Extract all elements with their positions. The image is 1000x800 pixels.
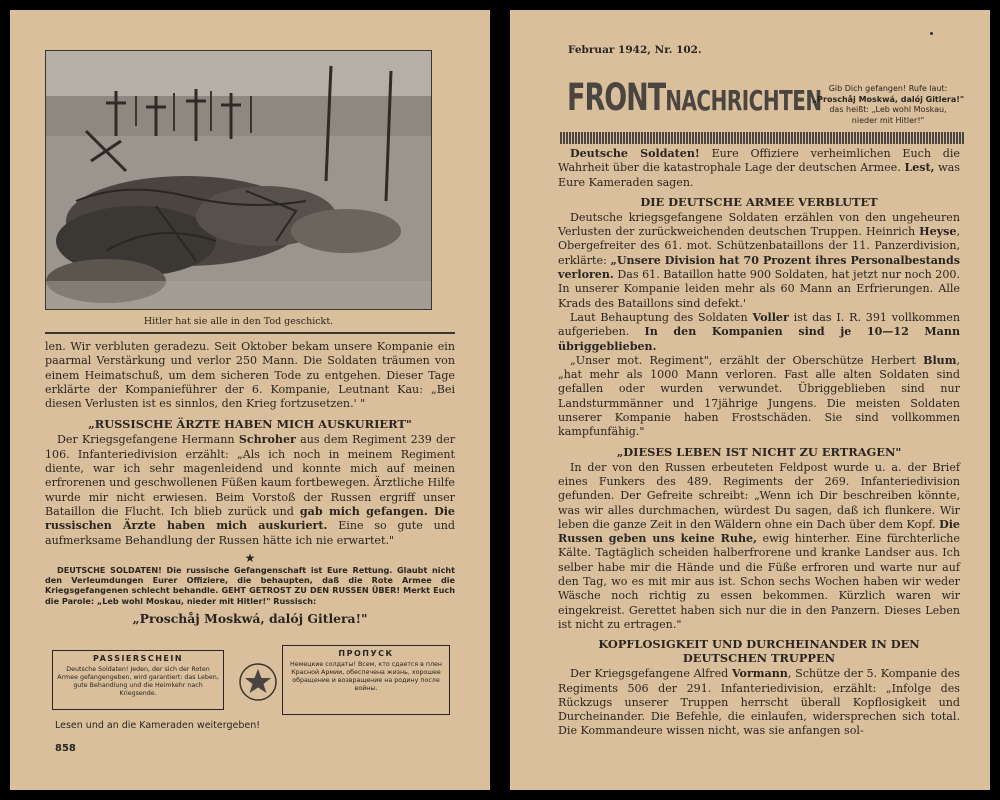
paragraph-schroher: Der Kriegsgefangene Hermann Schroher aus dem Regiment 239 der 106. Infanteriedivision erzählt: „Als ich noch in meinem Regiment diente, war ich sehr magenleidend und konnte mich auf meinen erfrorenen und geschwollenen Füßen kaum fortbewegen. Ärztliche Hilfe wurde mir nicht erwiesen. Beim Vorstoß der Russen ergriff unser Bataillon die Flucht. Ich blieb zurück und gab mich gefangen. Die russischen Ärzte haben mich auskuriert. Eine so gute und aufmerksame Behandlung der Russen hätte ich nie erwartet."	[45, 433, 456, 547]
footer-instruction: Lesen und an die Kameraden weitergeben!	[55, 720, 261, 731]
propusk-title: ПРОПУСК	[338, 649, 394, 658]
photo-caption: Hitler hat sie alle in den Tod geschickt.	[143, 316, 334, 327]
ink-dot	[930, 32, 933, 35]
passierschein-box	[52, 650, 224, 710]
heading-army-bleeds: DIE DEUTSCHE ARMEE VERBLUTET	[640, 194, 878, 209]
masthead-stripe	[560, 132, 965, 144]
heading-russian-doctors: „RUSSISCHE ÄRZTE HABEN MICH AUSKURIERT"	[88, 417, 412, 432]
heading-unbearable-life: „DIESES LEBEN IST NICHT ZU ERTRAGEN"	[616, 444, 902, 459]
divider	[45, 332, 455, 334]
masthead-motto: Gib Dich gefangen! Rufe laut: „Proschåj Moskwá, dalój Gitlera!" das heißt: „Leb wohl Moskau, nieder mit Hitler!"	[811, 84, 965, 125]
passierschein-title: PASSIERSCHEIN	[92, 654, 184, 663]
grave-crosses-image	[46, 51, 432, 310]
paragraph-feldpost: In der von den Russen erbeuteten Feldpost wurde u. a. der Brief eines Funkers des 489. Regiments der 269. Infanteriedivision gefunden. Der Gefreite schreibt: „Wenn ich Dir beschreiben könnte, was wir alles durchmachen, würdest Du sagen, daß ich flunkere. Wir leben die ganze Zeit in den Wäldern ohne ein Dach über dem Kopf. Die Russen geben uns keine Ruhe, ewig hinterher. Eine fürchterliche Kälte. Tagtäglich scheiden halberfrorene und kranke Landser aus. Ich selber habe mir die Hände und die Füße erfroren und warte nur auf den Tag, wo es mit mir aus ist. Schon sechs Wochen haben wir weder Wäsche noch richtig zu essen bekommen. Kürzlich waren wir eingekreist. Gerettet haben sich nur die in den Panzern. Dieses Leben ist nicht zu ertragen."	[558, 460, 961, 631]
right-page	[510, 10, 990, 790]
issue-dateline: Februar 1942, Nr. 102.	[568, 44, 702, 56]
masthead-nachrichten: NACHRICHTEN	[665, 83, 822, 117]
left-article	[45, 340, 455, 626]
soviet-emblem-icon	[238, 662, 278, 702]
masthead-front: FRONT	[567, 76, 666, 120]
masthead	[567, 70, 822, 128]
star-icon: ★	[244, 550, 256, 565]
paragraph-blum: „Unser mot. Regiment", erzählt der Oberschütze Herbert Blum, „hat mehr als 1000 Mann verloren. Fast alle alten Soldaten sind gefallen oder wurden verwundet. Übriggeblieben sind nur Landsturmmänner und 17jährige Jungens. Die meisten Soldaten unserer Kompanie haben Frostschäden. Sie sind vollkommen kampfunfähig."	[558, 353, 960, 439]
war-photo	[45, 50, 432, 310]
motto-russian: „Proschåj Moskwá, dalój Gitlera!"	[132, 611, 368, 627]
propusk-text: Немецкие солдаты! Всем, кто сдается в плен Красной Армии, обеспечена жизнь, хорошее обращение и возвращение на родину после войны.	[289, 661, 443, 692]
passierschein-text: Deutsche Soldaten! Jeden, der sich der Roten Armee gefangengeben, wird garantiert: das Leben, gute Behandlung und die Heimkehr nach Kriegsende.	[57, 666, 219, 697]
page-number: 858	[55, 743, 76, 754]
right-article	[558, 147, 960, 739]
paragraph-continued: len. Wir verbluten geradezu. Seit Oktober bekam unsere Kompanie ein paarmal Verstärkung und verlor 250 Mann. Die Soldaten träumen von einem Heimatschuß, um dem sicheren Tode zu entgehen. Dieser Tage erklärte der Kompanieführer der 6. Kompanie, Leutnant Kau: „Bei diesen Verlusten ist es sinnlos, den Krieg fortzusetzen.' "	[45, 340, 455, 411]
left-page	[10, 10, 490, 790]
propusk-box	[282, 645, 450, 715]
intro-paragraph: Deutsche Soldaten! Eure Offiziere verheimlichen Euch die Wahrheit über die katastrophale Lage der deutschen Armee. Lest, was Eure Kameraden sagen.	[558, 147, 960, 189]
paragraph-vormann: Der Kriegsgefangene Alfred Vormann, Schütze der 5. Kompanie des Regiments 506 der 291. Infanteriedivision, erzählt: „Infolge des Rückzugs unserer Truppen herrscht überall Kopflosigkeit und Durcheinander. Die Befehle, die einlaufen, widersprechen sich total. Die Kommandeure wissen nicht, was sie anfangen sol-	[558, 667, 960, 738]
appeal-text: DEUTSCHE SOLDATEN! Die russische Gefangenschaft ist Eure Rettung. Glaubt nicht den Verleumdungen Eurer Offiziere, die behaupten, daß die Rote Armee die Kriegsgefangenen schlecht behandle. GEHT GETROST ZU DEN RUSSEN ÜBER! Merkt Euch die Parole: „Leb wohl Moskau, nieder mit Hitler!" Russisch:	[45, 564, 455, 606]
paragraph-voller: Laut Behauptung des Soldaten Voller ist das I. R. 391 vollkommen aufgerieben. In den Kompanien sind je 10—12 Mann übriggeblieben.	[558, 310, 961, 353]
paragraph-heyse: Deutsche kriegsgefangene Soldaten erzählen von den ungeheuren Verlusten der zurückweichenden deutschen Truppen. Heinrich Heyse, Obergefreiter des 61. mot. Schützenbataillons der 11. Panzerdivision, erklärte: „Unsere Division hat 70 Prozent ihres Personalbestands verloren. Das 61. Bataillon hatte 900 Soldaten, hat jetzt nur noch 200. In unserer Kompanie leiden mehr als 60 Mann an Erfrierungen. Alle Krads des Bataillons sind defekt.'	[558, 210, 960, 310]
heading-confusion: KOPFLOSIGKEIT UND DURCHEINANDER IN DEN DEUTSCHEN TRUPPEN	[598, 637, 920, 666]
